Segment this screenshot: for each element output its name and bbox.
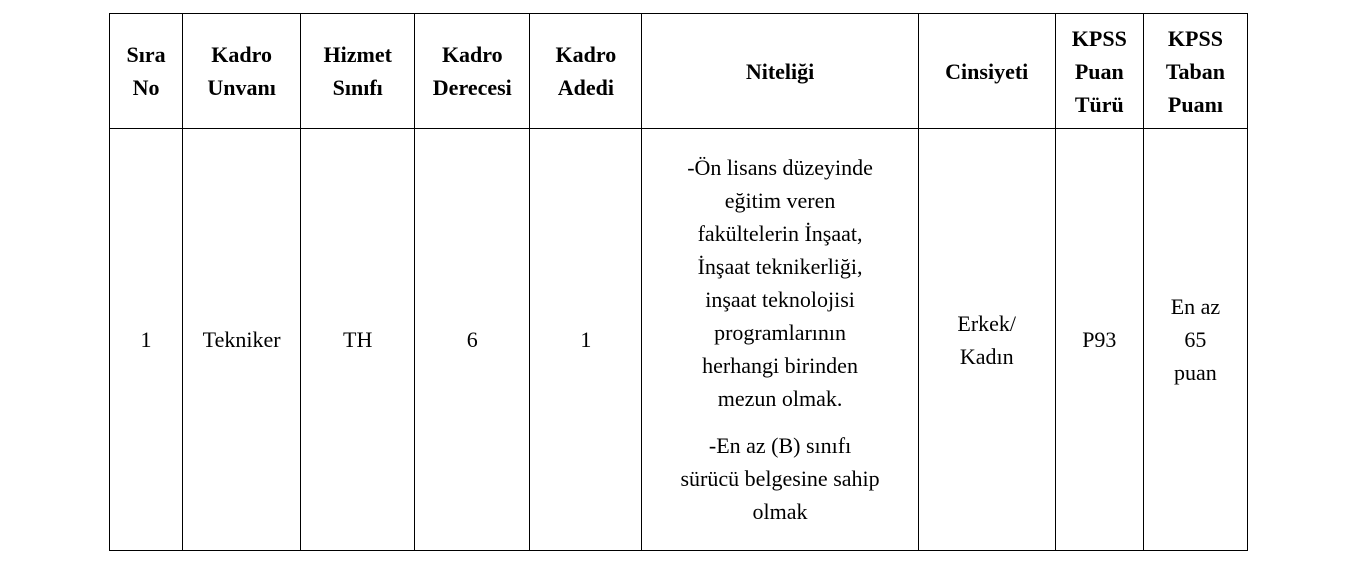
header-kadro-derecesi: Kadro Derecesi <box>415 14 530 129</box>
header-niteligi: Niteliği <box>642 14 918 129</box>
cell-kadro-derecesi: 6 <box>415 129 530 551</box>
niteligi-paragraph-license: -En az (B) sınıfı sürücü belgesine sahip olmak <box>680 433 880 524</box>
cell-kadro-adedi: 1 <box>530 129 642 551</box>
cell-kadro-unvani: Tekniker <box>183 129 301 551</box>
kadro-table <box>109 13 1248 551</box>
header-sira-no: Sıra No <box>110 14 183 129</box>
header-kadro-unvani: Kadro Unvanı <box>183 14 301 129</box>
table-row <box>110 129 1248 551</box>
cell-kpss-taban-puani: En az 65 puan <box>1143 129 1247 551</box>
cell-niteligi <box>642 129 918 551</box>
header-kpss-taban-puani: KPSS Taban Puanı <box>1143 14 1247 129</box>
cell-sira-no: 1 <box>110 129 183 551</box>
header-kpss-puan-turu: KPSS Puan Türü <box>1055 14 1143 129</box>
header-cinsiyeti: Cinsiyeti <box>918 14 1055 129</box>
cell-kpss-puan-turu: P93 <box>1055 129 1143 551</box>
niteligi-paragraph-education: -Ön lisans düzeyinde eğitim veren fakültelerin İnşaat, İnşaat teknikerliği, inşaat teknolojisi programlarının herhangi birinden mezun olmak. <box>687 155 873 411</box>
cell-cinsiyeti: Erkek/ Kadın <box>918 129 1055 551</box>
cell-hizmet-sinifi: TH <box>301 129 415 551</box>
header-kadro-adedi: Kadro Adedi <box>530 14 642 129</box>
header-row <box>110 14 1248 129</box>
header-hizmet-sinifi: Hizmet Sınıfı <box>301 14 415 129</box>
